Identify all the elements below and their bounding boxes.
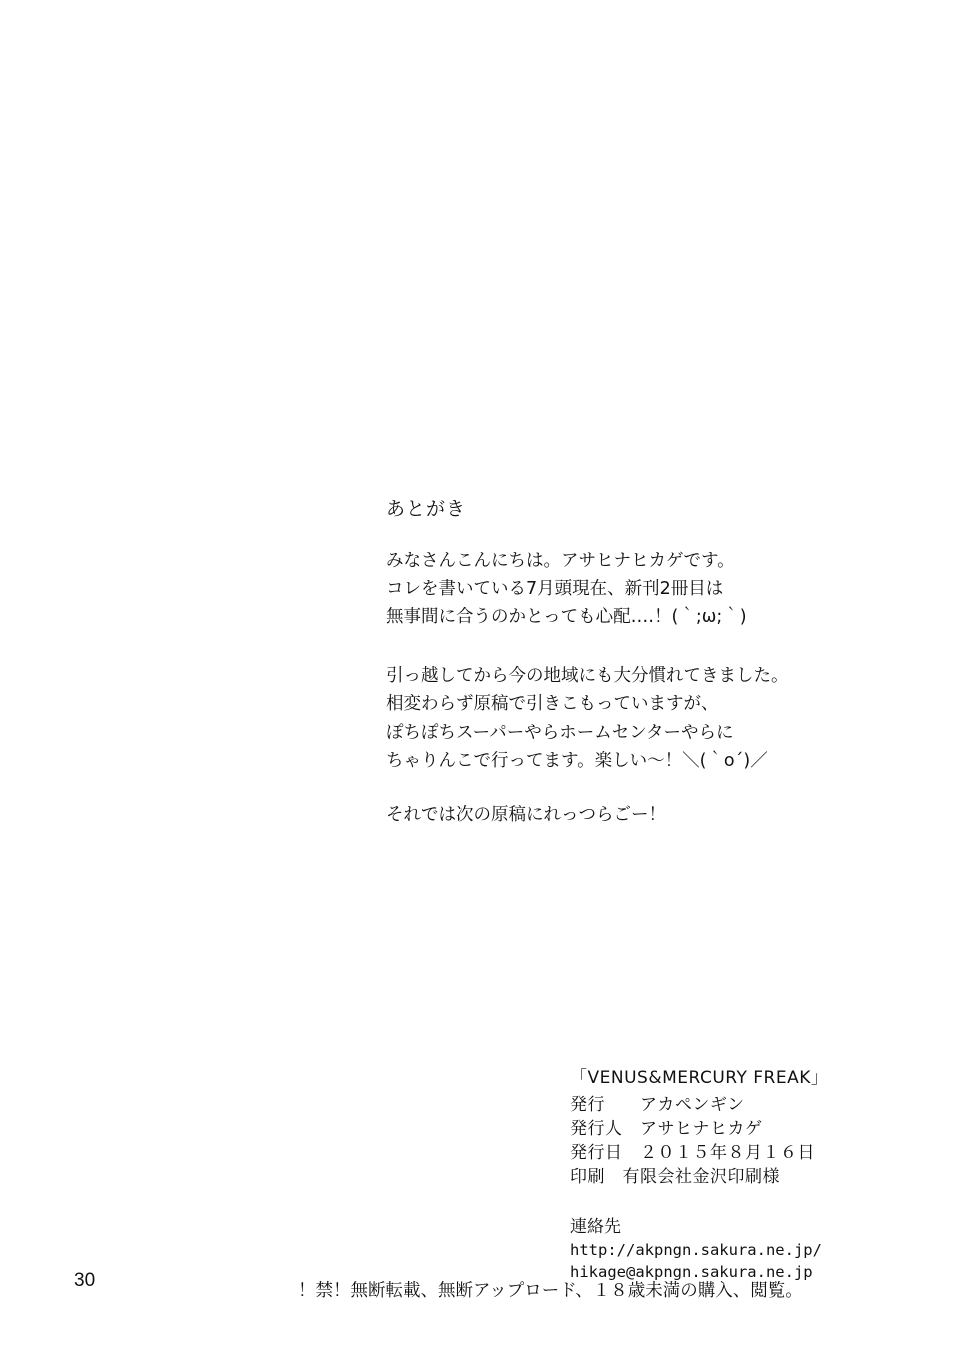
contact-label: 連絡先 bbox=[570, 1216, 621, 1237]
afterword-para2-line2: 相変わらず原稿で引きこもっていますが、 bbox=[386, 694, 719, 715]
paragraph-spacer bbox=[386, 775, 906, 801]
colophon-date: 発行日 ２０１５年８月１６日 bbox=[570, 1143, 815, 1164]
colophon-block bbox=[570, 1063, 910, 1283]
afterword-block bbox=[386, 498, 906, 830]
copyright-warning: ！禁！無断転載、無断アップロード、１８歳未満の購入、閲覧。 bbox=[298, 1281, 803, 1301]
afterword-para3-line1: それでは次の原稿にれっつらごー！ bbox=[386, 805, 666, 826]
afterword-para1-line3: 無事間に合うのかとっても心配‥‥！(｀;ω;｀) bbox=[386, 607, 747, 628]
afterword-title: あとがき bbox=[386, 498, 467, 520]
colophon-printer: 印刷 有限会社金沢印刷様 bbox=[570, 1167, 780, 1188]
colophon-author: 発行人 アサヒナヒカゲ bbox=[570, 1119, 763, 1140]
contact-email[interactable]: hikage@akpngn.sakura.ne.jp bbox=[570, 1263, 813, 1282]
afterword-para2-line4: ちゃりんこで行ってます。楽しい〜！＼(｀ο´)／ bbox=[386, 750, 768, 771]
afterword-para1-line2: コレを書いている7月頭現在、新刊2冊目は bbox=[386, 579, 724, 600]
publication-title: 「VENUS&MERCURY FREAK」 bbox=[570, 1068, 829, 1088]
afterword-para2-line3: ぽちぽちスーパーやらホームセンターやらに bbox=[386, 722, 734, 743]
afterword-para1-line1: みなさんこんにちは。アサヒナヒカゲです。 bbox=[386, 550, 735, 571]
contact-url[interactable]: http://akpngn.sakura.ne.jp/ bbox=[570, 1241, 822, 1260]
colophon-publisher: 発行 アカペンギン bbox=[570, 1095, 745, 1115]
paragraph-spacer bbox=[386, 632, 906, 662]
page-number: 30 bbox=[74, 1270, 96, 1291]
afterword-para2-line1: 引っ越してから今の地域にも大分慣れてきました。 bbox=[386, 665, 789, 686]
